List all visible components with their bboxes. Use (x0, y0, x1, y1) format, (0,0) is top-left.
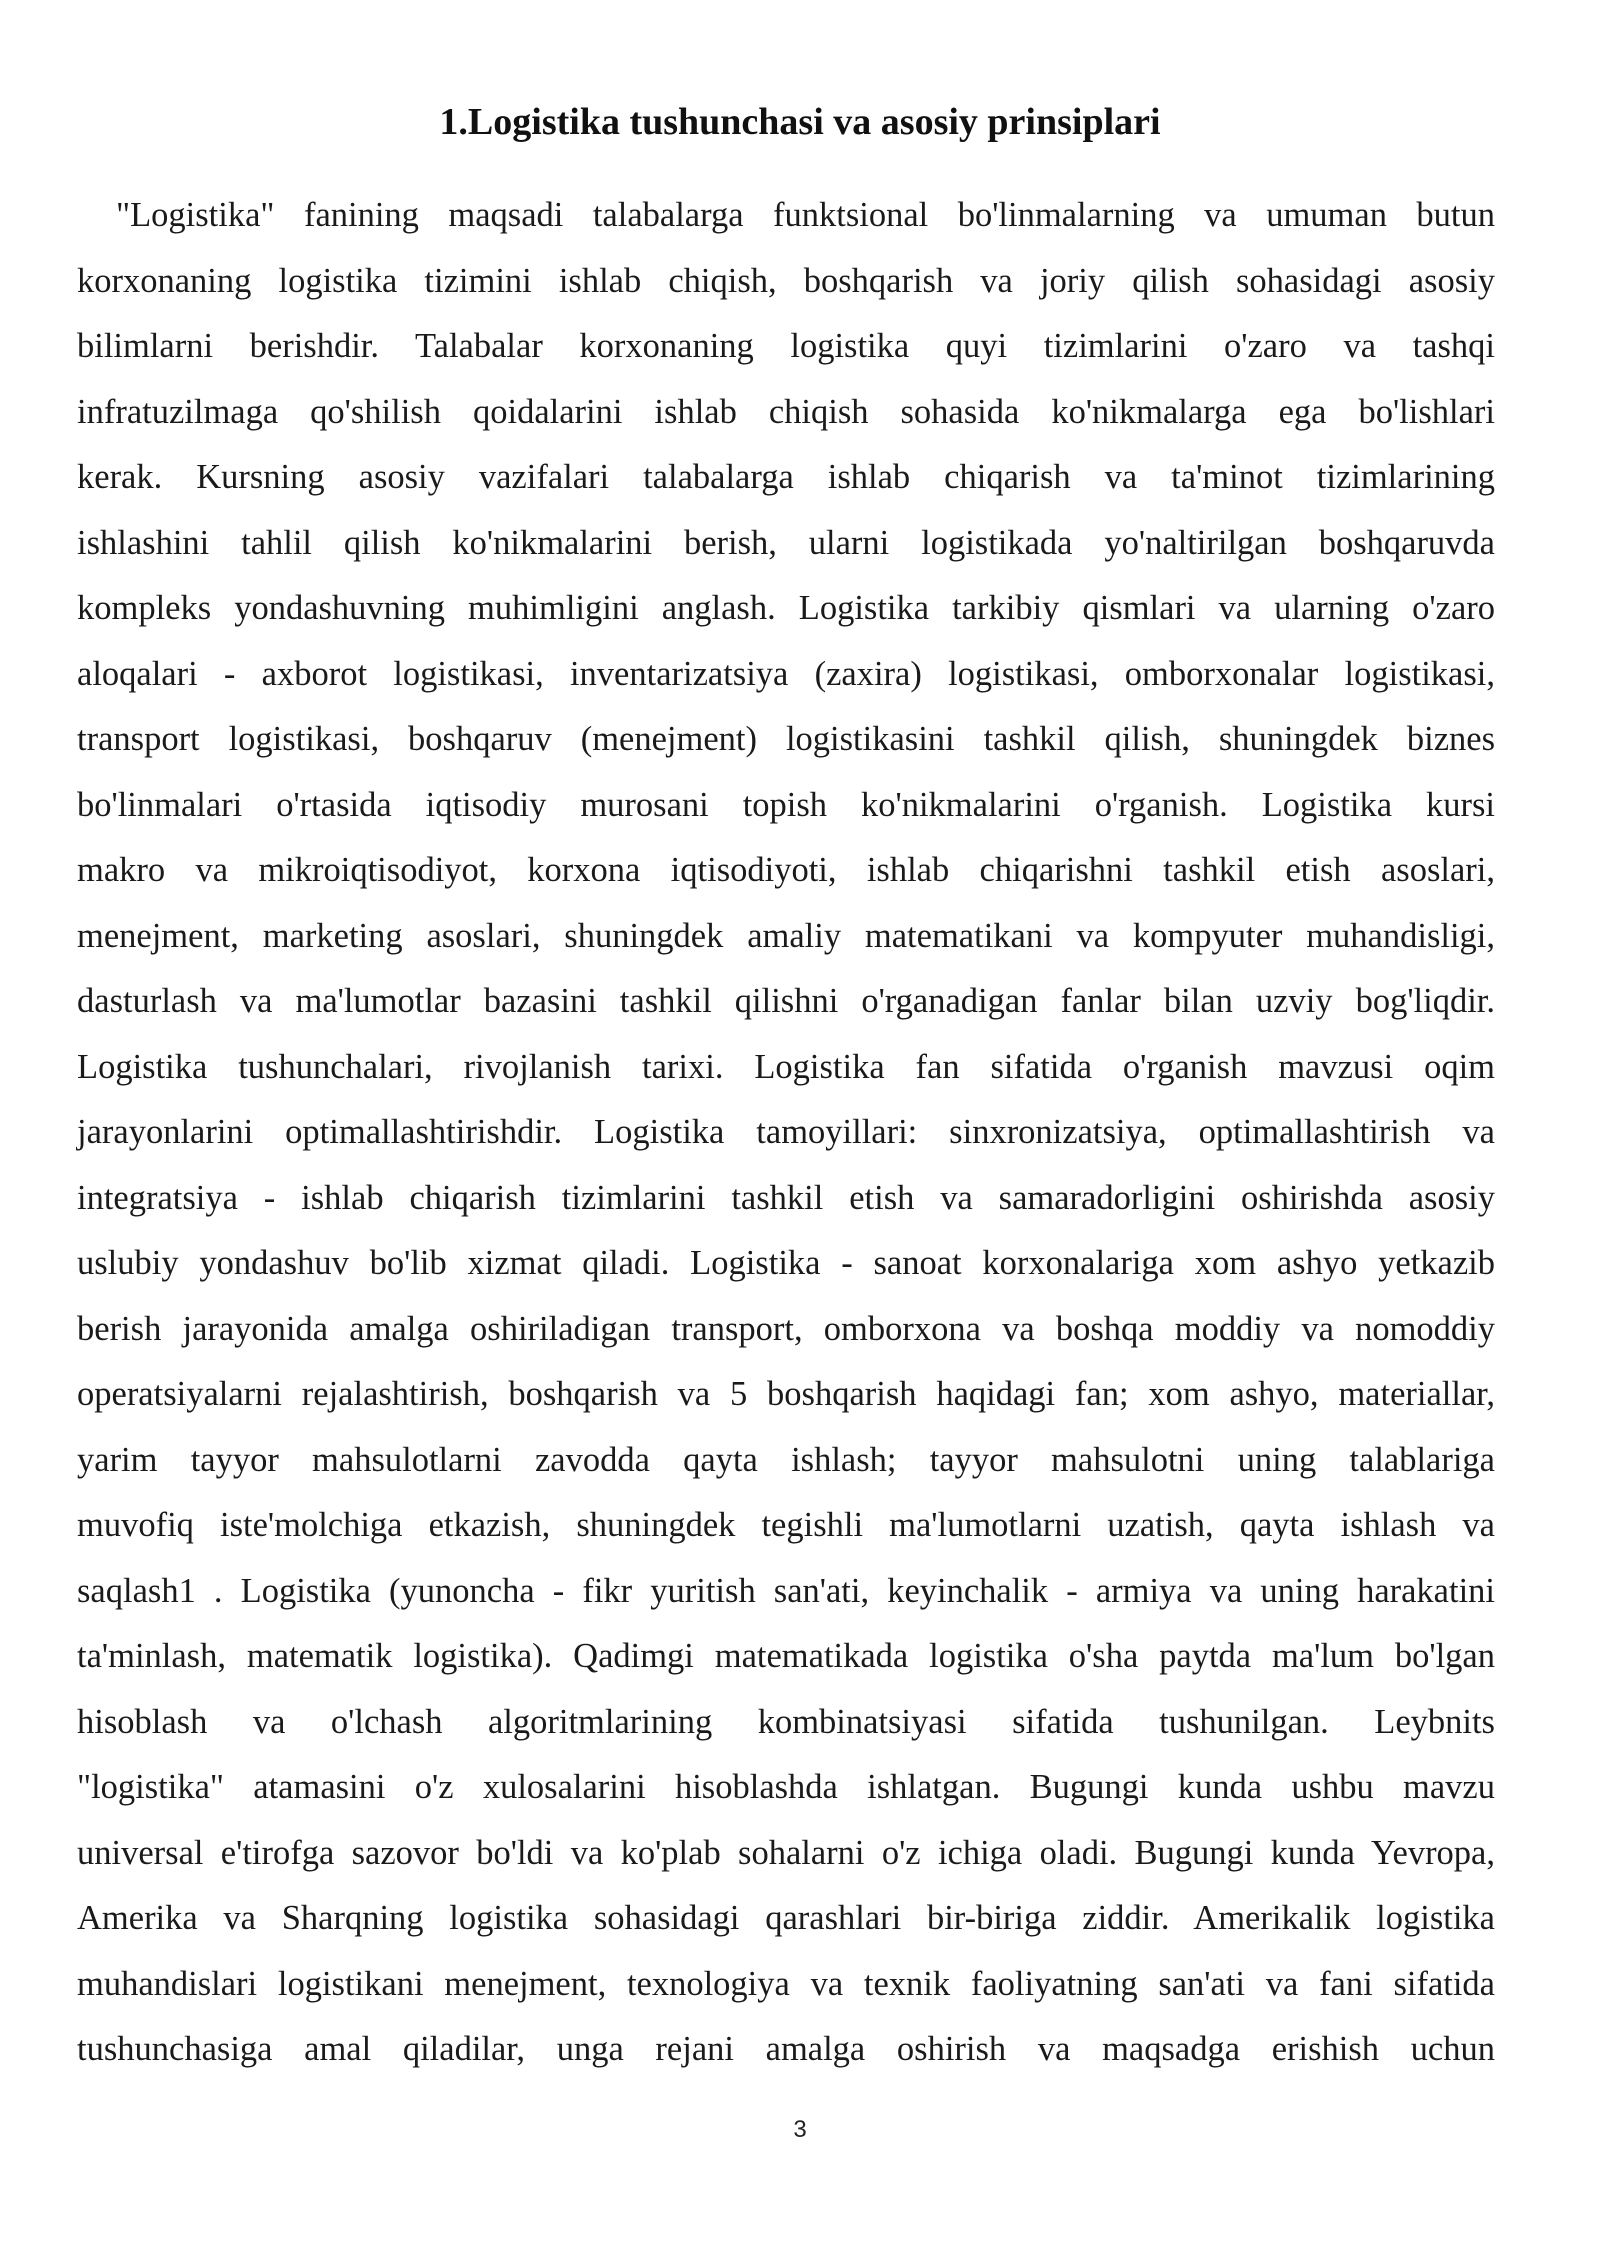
page-number: 3 (793, 2116, 807, 2143)
paragraph-line: berish jarayonida amalga oshiriladigan transport, omborxona va boshqa moddiy va nomoddiy (77, 1309, 1495, 1348)
paragraph-line: aloqalari - axborot logistikasi, inventarizatsiya (zaxira) logistikasi, omborxonalar logistikasi, (77, 654, 1495, 693)
paragraph-line: yarim tayyor mahsulotlarni zavodda qayta ishlash; tayyor mahsulotni uning talablariga (77, 1440, 1495, 1479)
paragraph-line: tushunchasiga amal qiladilar, unga rejani amalga oshirish va maqsadga erishish uchun (77, 2030, 1495, 2068)
paragraph-line: korxonaning logistika tizimini ishlab chiqish, boshqarish va joriy qilish sohasidagi asosiy (77, 261, 1495, 300)
paragraph-line: uslubiy yondashuv bo'lib xizmat qiladi. Logistika - sanoat korxonalariga xom ashyo yetkazib (77, 1244, 1495, 1282)
paragraph-line: menejment, marketing asoslari, shuningdek amaliy matematikani va kompyuter muhandisligi, (77, 916, 1495, 955)
body-paragraph (77, 183, 1495, 2083)
paragraph-line: makro va mikroiqtisodiyot, korxona iqtisodiyoti, ishlab chiqarishni tashkil etish asoslari, (77, 851, 1495, 889)
paragraph-line: universal e'tirofga sazovor bo'ldi va ko'plab sohalarni o'z ichiga oladi. Bugungi kunda Yevropa, (77, 1833, 1495, 1872)
paragraph-line: "Logistika" fanining maqsadi talabalarga funktsional bo'linmalarning va umuman butun (116, 196, 1495, 234)
paragraph-line: "logistika" atamasini o'z xulosalarini hisoblashda ishlatgan. Bugungi kunda ushbu mavzu (77, 1768, 1495, 1806)
paragraph-line: infratuzilmaga qo'shilish qoidalarini ishlab chiqish sohasida ko'nikmalarga ega bo'lishlari (77, 392, 1495, 431)
paragraph-line: muvofiq iste'molchiga etkazish, shuningdek tegishli ma'lumotlarni uzatish, qayta ishlash va (77, 1506, 1495, 1544)
paragraph-line: muhandislari logistikani menejment, texnologiya va texnik faoliyatning san'ati va fani sifatida (77, 1964, 1495, 2003)
paragraph-line: Logistika tushunchalari, rivojlanish tarixi. Logistika fan sifatida o'rganish mavzusi oqim (77, 1047, 1495, 1086)
paragraph-line: ishlashini tahlil qilish ko'nikmalarini berish, ularni logistikada yo'naltirilgan boshqaruvda (77, 523, 1495, 562)
paragraph-line: integratsiya - ishlab chiqarish tizimlarini tashkil etish va samaradorligini oshirishda asosiy (77, 1178, 1495, 1217)
paragraph-line: hisoblash va o'lchash algoritmlarining kombinatsiyasi sifatida tushunilgan. Leybnits (77, 1702, 1495, 1741)
page-title: 1.Logistika tushunchasi va asosiy prinsiplari (439, 101, 1161, 143)
paragraph-line: dasturlash va ma'lumotlar bazasini tashkil qilishni o'rganadigan fanlar bilan uzviy bog'liqdir. (77, 982, 1495, 1020)
paragraph-line: bo'linmalari o'rtasida iqtisodiy murosani topish ko'nikmalarini o'rganish. Logistika kursi (77, 785, 1495, 824)
paragraph-line: kompleks yondashuvning muhimligini anglash. Logistika tarkibiy qismlari va ularning o'zaro (77, 589, 1495, 627)
paragraph-line: kerak. Kursning asosiy vazifalari talabalarga ishlab chiqarish va ta'minot tizimlarining (77, 458, 1495, 496)
paragraph-line: saqlash1 . Logistika (yunoncha - fikr yuritish san'ati, keyinchalik - armiya va uning harakatini (77, 1571, 1495, 1610)
paragraph-line: operatsiyalarni rejalashtirish, boshqarish va 5 boshqarish haqidagi fan; xom ashyo, materiallar, (77, 1375, 1495, 1413)
paragraph-line: ta'minlash, matematik logistika). Qadimgi matematikada logistika o'sha paytda ma'lum bo'lgan (77, 1637, 1495, 1675)
paragraph-line: bilimlarni berishdir. Talabalar korxonaning logistika quyi tizimlarini o'zaro va tashqi (77, 327, 1495, 365)
paragraph-line: Amerika va Sharqning logistika sohasidagi qarashlari bir-biriga ziddir. Amerikalik logistika (77, 1899, 1495, 1937)
paragraph-line: jarayonlarini optimallashtirishdir. Logistika tamoyillari: sinxronizatsiya, optimallashtirish va (77, 1113, 1495, 1151)
paragraph-line: transport logistikasi, boshqaruv (menejment) logistikasini tashkil qilish, shuningdek biznes (77, 720, 1495, 758)
